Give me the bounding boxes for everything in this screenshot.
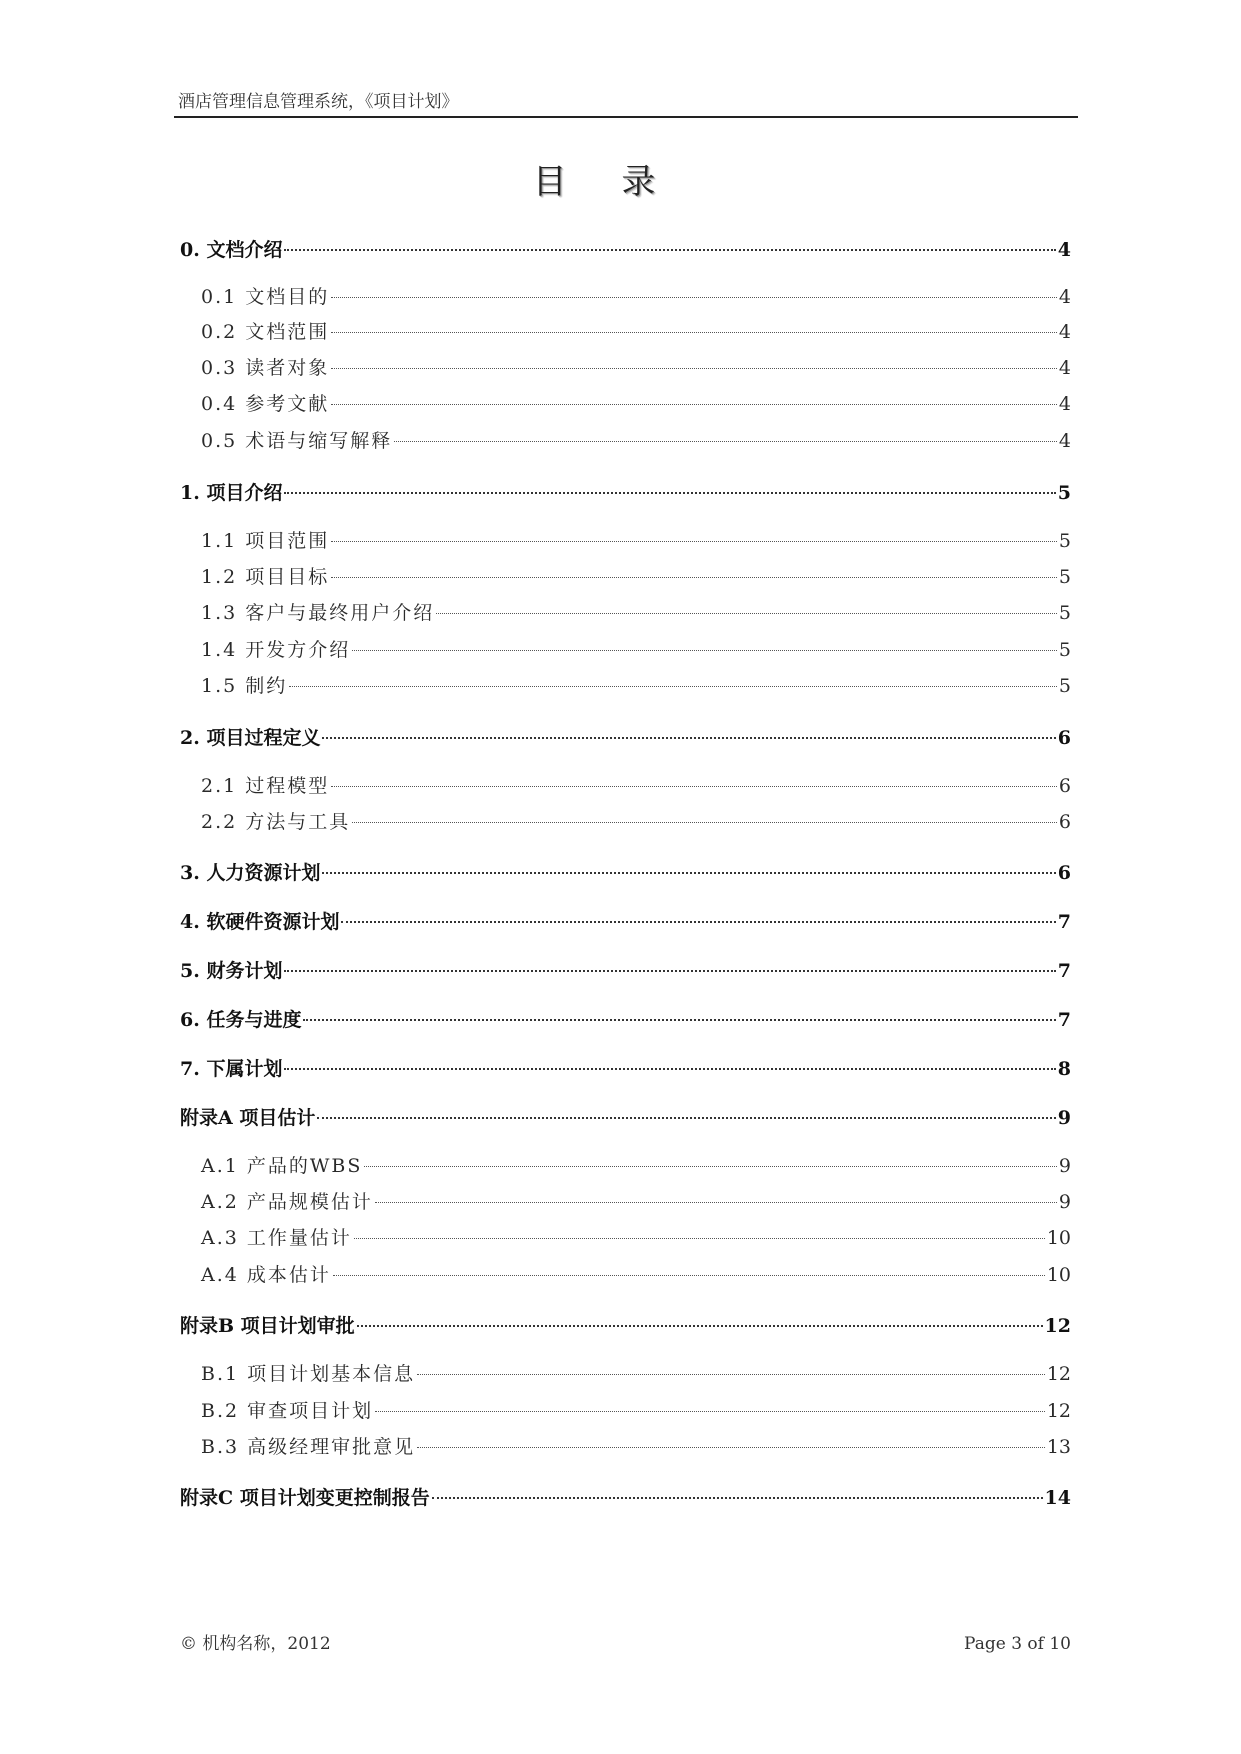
toc-entry-label: 1.2 项目目标: [201, 566, 330, 588]
toc-entry-label: 3. 人力资源计划: [180, 862, 321, 884]
toc-page-number: 9: [1057, 1107, 1071, 1129]
page-header: 酒店管理信息管理系统，《项目计划》: [178, 92, 459, 112]
toc-entry-label: A.2 产品规模估计: [201, 1191, 373, 1213]
toc-page-number: 8: [1057, 1058, 1071, 1080]
toc-dot-leader: [331, 404, 1057, 405]
toc-dot-leader: [417, 1447, 1045, 1448]
toc-page-number: 9: [1058, 1155, 1071, 1177]
toc-entry-a-3[interactable]: [201, 1223, 1071, 1253]
toc-page-number: 5: [1058, 602, 1071, 624]
toc-page-number: 5: [1057, 482, 1071, 504]
toc-entry-label: 1.1 项目范围: [201, 530, 330, 552]
toc-page-number: 5: [1058, 675, 1071, 697]
toc-page-number: 12: [1046, 1363, 1071, 1385]
toc-page-number: 6: [1058, 775, 1071, 797]
toc-entry-label: 1.5 制约: [201, 675, 288, 697]
toc-dot-leader: [331, 541, 1057, 542]
toc-page-number: 7: [1057, 1009, 1071, 1031]
toc-page-number: 12: [1044, 1315, 1071, 1337]
toc-entry-4[interactable]: [180, 907, 1071, 937]
toc-dot-leader: [341, 921, 1055, 923]
toc-page-number: 4: [1058, 321, 1071, 343]
toc-entry-b-1[interactable]: [201, 1359, 1071, 1389]
toc-entry-label: 1.4 开发方介绍: [201, 639, 351, 661]
footer-page-number: Page 3 of 10: [964, 1634, 1071, 1654]
toc-dot-leader: [284, 249, 1055, 251]
toc-page-number: 6: [1057, 727, 1071, 749]
toc-dot-leader: [331, 332, 1057, 333]
footer-copyright: © 机构名称，2012: [180, 1634, 331, 1654]
toc-dot-leader: [394, 441, 1057, 442]
toc-entry-label: 1. 项目介绍: [180, 482, 283, 504]
toc-entry-1-5[interactable]: [201, 671, 1071, 701]
toc-entry-6[interactable]: [180, 1005, 1071, 1035]
toc-page-number: 4: [1058, 357, 1071, 379]
toc-dot-leader: [357, 1325, 1043, 1327]
toc-entry-b-2[interactable]: [201, 1396, 1071, 1426]
toc-entry-label: A.3 工作量估计: [201, 1227, 352, 1249]
toc-entry-label: 7. 下属计划: [180, 1058, 283, 1080]
toc-dot-leader: [303, 1019, 1055, 1021]
toc-entry-7[interactable]: [180, 1054, 1071, 1084]
toc-entry-2-2[interactable]: [201, 807, 1071, 837]
toc-entry-label: B.1 项目计划基本信息: [201, 1363, 416, 1385]
toc-page-number: 7: [1057, 911, 1071, 933]
toc-entry-2[interactable]: [180, 723, 1071, 753]
toc-entry-1-4[interactable]: [201, 635, 1071, 665]
toc-page-number: 10: [1046, 1264, 1071, 1286]
toc-entry-3[interactable]: [180, 858, 1071, 888]
toc-page-number: 4: [1057, 239, 1071, 261]
toc-dot-leader: [284, 1068, 1055, 1070]
toc-entry-1-2[interactable]: [201, 562, 1071, 592]
toc-page-number: 4: [1058, 430, 1071, 452]
toc-entry-label: 2. 项目过程定义: [180, 727, 321, 749]
toc-dot-leader: [375, 1202, 1057, 1203]
toc-entry-label: 0. 文档介绍: [180, 239, 283, 261]
toc-entry-2-1[interactable]: [201, 771, 1071, 801]
toc-entry-appendix-a[interactable]: [180, 1103, 1071, 1133]
toc-entry-b-3[interactable]: [201, 1432, 1071, 1462]
toc-entry-0-5[interactable]: [201, 426, 1071, 456]
toc-entry-0-4[interactable]: [201, 389, 1071, 419]
toc-entry-label: 0.3 读者对象: [201, 357, 330, 379]
toc-page-number: 6: [1057, 862, 1071, 884]
toc-page-number: 5: [1058, 639, 1071, 661]
toc-entry-label: 0.4 参考文献: [201, 393, 330, 415]
toc-entry-1[interactable]: [180, 478, 1071, 508]
toc-entry-label: 0.2 文档范围: [201, 321, 330, 343]
toc-entry-label: 0.5 术语与缩写解释: [201, 430, 393, 452]
toc-entry-label: B.3 高级经理审批意见: [201, 1436, 416, 1458]
toc-dot-leader: [375, 1411, 1045, 1412]
toc-entry-label: B.2 审查项目计划: [201, 1400, 374, 1422]
toc-dot-leader: [322, 737, 1055, 739]
toc-entry-5[interactable]: [180, 956, 1071, 986]
toc-dot-leader: [322, 872, 1055, 874]
toc-page-number: 4: [1058, 393, 1071, 415]
toc-entry-label: 6. 任务与进度: [180, 1009, 302, 1031]
toc-entry-label: 2.1 过程模型: [201, 775, 330, 797]
toc-entry-label: A.4 成本估计: [201, 1264, 331, 1286]
toc-entry-0-2[interactable]: [201, 317, 1071, 347]
toc-page-number: 7: [1057, 960, 1071, 982]
toc-page-number: 10: [1046, 1227, 1071, 1249]
toc-page-number: 5: [1058, 530, 1071, 552]
toc-dot-leader: [284, 970, 1055, 972]
toc-dot-leader: [352, 650, 1057, 651]
toc-entry-appendix-b[interactable]: [180, 1311, 1071, 1341]
toc-entry-label: 0.1 文档目的: [201, 286, 330, 308]
toc-entry-1-1[interactable]: [201, 526, 1071, 556]
toc-dot-leader: [317, 1117, 1055, 1119]
toc-entry-a-2[interactable]: [201, 1187, 1071, 1217]
toc-page-number: 12: [1046, 1400, 1071, 1422]
toc-entry-label: 1.3 客户与最终用户介绍: [201, 602, 435, 624]
toc-entry-appendix-c[interactable]: [180, 1483, 1071, 1513]
toc-dot-leader: [352, 822, 1057, 823]
toc-entry-1-3[interactable]: [201, 598, 1071, 628]
toc-dot-leader: [354, 1238, 1045, 1239]
toc-page-number: 9: [1058, 1191, 1071, 1213]
toc-dot-leader: [436, 613, 1057, 614]
toc-dot-leader: [417, 1374, 1045, 1375]
toc-entry-0-3[interactable]: [201, 353, 1071, 383]
toc-entry-label: 附录B 项目计划审批: [180, 1315, 355, 1337]
toc-entry-0-1[interactable]: [201, 282, 1071, 312]
toc-entry-a-1[interactable]: [201, 1151, 1071, 1181]
toc-dot-leader: [284, 492, 1055, 494]
toc-dot-leader: [331, 368, 1057, 369]
toc-entry-0[interactable]: [180, 235, 1071, 265]
toc-entry-label: 5. 财务计划: [180, 960, 283, 982]
toc-dot-leader: [432, 1497, 1043, 1499]
toc-dot-leader: [331, 577, 1057, 578]
toc-page-number: 14: [1044, 1487, 1071, 1509]
toc-entry-label: 附录C 项目计划变更控制报告: [180, 1487, 430, 1509]
toc-entry-label: 附录A 项目估计: [180, 1107, 316, 1129]
toc-dot-leader: [333, 1275, 1045, 1276]
toc-page-number: 4: [1058, 286, 1071, 308]
toc-entry-label: 4. 软硬件资源计划: [180, 911, 340, 933]
toc-entry-label: A.1 产品的WBS: [201, 1155, 363, 1177]
toc-dot-leader: [331, 786, 1057, 787]
toc-dot-leader: [331, 297, 1057, 298]
toc-dot-leader: [289, 686, 1057, 687]
toc-entry-label: 2.2 方法与工具: [201, 811, 351, 833]
page-title: 目 录: [532, 162, 678, 202]
toc-page-number: 5: [1058, 566, 1071, 588]
toc-entry-a-4[interactable]: [201, 1260, 1071, 1290]
toc-page-number: 6: [1058, 811, 1071, 833]
toc-dot-leader: [364, 1166, 1057, 1167]
toc-page-number: 13: [1046, 1436, 1071, 1458]
